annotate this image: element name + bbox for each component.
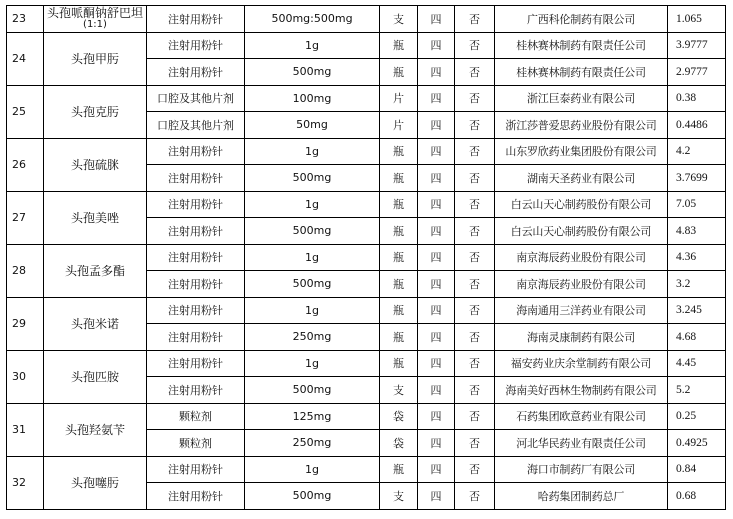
table-body [7,6,726,510]
drug-name-text: 头孢匹胺 [70,369,119,384]
drug-name-text: 头孢米诺 [70,316,119,331]
unit-cell: 瓶 [380,456,418,483]
unit-cell: 支 [380,377,418,404]
drug-name-text: 头孢噻肟 [70,475,119,490]
dosage-form-cell: 颗粒剂 [147,430,245,457]
drug-name-cell [44,32,147,85]
category-cell: 四 [418,483,455,510]
specification-cell: 250mg [245,430,380,457]
category-cell: 四 [418,218,455,245]
specification-cell: 500mg [245,59,380,86]
category-cell: 四 [418,324,455,351]
manufacturer-cell: 海南美好西林生物制药有限公司 [495,377,668,404]
flag-cell: 否 [455,191,495,218]
manufacturer-cell: 桂林赛林制药有限责任公司 [495,32,668,59]
manufacturer-cell: 海南通用三洋药业有限公司 [495,297,668,324]
dosage-form-cell: 注射用粉针 [147,244,245,271]
dosage-form-cell: 注射用粉针 [147,165,245,192]
specification-cell: 100mg [245,85,380,112]
category-cell: 四 [418,112,455,139]
specification-cell: 1g [245,191,380,218]
unit-cell: 瓶 [380,218,418,245]
manufacturer-cell: 浙江巨泰药业有限公司 [495,85,668,112]
manufacturer-cell: 海南灵康制药有限公司 [495,324,668,351]
flag-cell: 否 [455,403,495,430]
manufacturer-cell: 广西科伦制药有限公司 [495,6,668,33]
serial-number-cell: 23 [7,6,44,33]
dosage-form-cell: 注射用粉针 [147,59,245,86]
price-cell: 3.245 [668,297,726,324]
specification-cell: 500mg [245,483,380,510]
dosage-form-cell: 注射用粉针 [147,32,245,59]
drug-name-cell [44,403,147,456]
price-cell: 4.2 [668,138,726,165]
unit-cell: 瓶 [380,244,418,271]
serial-number-cell: 25 [7,85,44,138]
price-cell: 0.38 [668,85,726,112]
drug-name-text: 头孢哌酮钠舒巴坦 [46,5,143,20]
price-cell: 4.83 [668,218,726,245]
table-row [7,6,726,33]
manufacturer-cell: 白云山天心制药股份有限公司 [495,218,668,245]
unit-cell: 瓶 [380,324,418,351]
manufacturer-cell: 南京海辰药业股份有限公司 [495,271,668,298]
table-row [7,32,726,59]
unit-cell: 片 [380,85,418,112]
category-cell: 四 [418,191,455,218]
price-cell: 0.68 [668,483,726,510]
serial-number-cell: 24 [7,32,44,85]
specification-cell: 1g [245,32,380,59]
price-cell: 3.9777 [668,32,726,59]
category-cell: 四 [418,430,455,457]
dosage-form-cell: 注射用粉针 [147,324,245,351]
manufacturer-cell: 桂林赛林制药有限责任公司 [495,59,668,86]
serial-number-cell: 31 [7,403,44,456]
dosage-form-cell: 注射用粉针 [147,350,245,377]
flag-cell: 否 [455,6,495,33]
flag-cell: 否 [455,456,495,483]
specification-cell: 250mg [245,324,380,351]
drug-name-cell [44,191,147,244]
drug-name-cell [44,350,147,403]
dosage-form-cell: 口腔及其他片剂 [147,112,245,139]
manufacturer-cell: 河北华民药业有限责任公司 [495,430,668,457]
serial-number-cell: 29 [7,297,44,350]
flag-cell: 否 [455,138,495,165]
manufacturer-cell: 石药集团欧意药业有限公司 [495,403,668,430]
dosage-form-cell: 注射用粉针 [147,138,245,165]
category-cell: 四 [418,403,455,430]
specification-cell: 1g [245,244,380,271]
flag-cell: 否 [455,324,495,351]
table-row [7,244,726,271]
price-cell: 4.68 [668,324,726,351]
category-cell: 四 [418,271,455,298]
unit-cell: 袋 [380,430,418,457]
price-cell: 7.05 [668,191,726,218]
flag-cell: 否 [455,350,495,377]
unit-cell: 瓶 [380,138,418,165]
serial-number-cell: 27 [7,191,44,244]
unit-cell: 支 [380,483,418,510]
flag-cell: 否 [455,165,495,192]
category-cell: 四 [418,85,455,112]
category-cell: 四 [418,297,455,324]
manufacturer-cell: 海口市制药厂有限公司 [495,456,668,483]
specification-cell: 500mg [245,165,380,192]
category-cell: 四 [418,59,455,86]
manufacturer-cell: 白云山天心制药股份有限公司 [495,191,668,218]
category-cell: 四 [418,244,455,271]
serial-number-cell: 28 [7,244,44,297]
flag-cell: 否 [455,297,495,324]
price-cell: 0.4486 [668,112,726,139]
flag-cell: 否 [455,32,495,59]
drug-name-cell [44,6,147,33]
drug-name-text: (1:1) [83,18,107,30]
flag-cell: 否 [455,271,495,298]
flag-cell: 否 [455,218,495,245]
manufacturer-cell: 湖南天圣药业有限公司 [495,165,668,192]
flag-cell: 否 [455,112,495,139]
serial-number-cell: 26 [7,138,44,191]
specification-cell: 500mg [245,218,380,245]
drug-name-cell [44,297,147,350]
drug-name-cell [44,85,147,138]
table-row [7,191,726,218]
table-row [7,350,726,377]
unit-cell: 瓶 [380,59,418,86]
drug-name-cell [44,456,147,509]
unit-cell: 瓶 [380,32,418,59]
specification-cell: 1g [245,350,380,377]
manufacturer-cell: 山东罗欣药业集团股份有限公司 [495,138,668,165]
drug-name-cell [44,244,147,297]
unit-cell: 瓶 [380,297,418,324]
price-cell: 5.2 [668,377,726,404]
unit-cell: 瓶 [380,165,418,192]
price-cell: 3.7699 [668,165,726,192]
unit-cell: 瓶 [380,191,418,218]
flag-cell: 否 [455,377,495,404]
flag-cell: 否 [455,430,495,457]
price-cell: 0.84 [668,456,726,483]
flag-cell: 否 [455,483,495,510]
dosage-form-cell: 注射用粉针 [147,271,245,298]
category-cell: 四 [418,138,455,165]
flag-cell: 否 [455,244,495,271]
table-row [7,456,726,483]
specification-cell: 1g [245,138,380,165]
serial-number-cell: 32 [7,456,44,509]
price-cell: 2.9777 [668,59,726,86]
table-row [7,403,726,430]
category-cell: 四 [418,350,455,377]
drug-name-text: 头孢美唑 [70,210,119,225]
drug-name-cell [44,138,147,191]
manufacturer-cell: 南京海辰药业股份有限公司 [495,244,668,271]
serial-number-cell: 30 [7,350,44,403]
drug-name-text: 头孢羟氨苄 [64,422,125,437]
table-row [7,138,726,165]
dosage-form-cell: 注射用粉针 [147,191,245,218]
table-row [7,297,726,324]
drug-name-text: 头孢孟多酯 [64,263,125,278]
table-row [7,85,726,112]
unit-cell: 片 [380,112,418,139]
manufacturer-cell: 福安药业庆余堂制药有限公司 [495,350,668,377]
dosage-form-cell: 注射用粉针 [147,377,245,404]
specification-cell: 1g [245,297,380,324]
manufacturer-cell: 浙江莎普爱思药业股份有限公司 [495,112,668,139]
price-cell: 4.45 [668,350,726,377]
dosage-form-cell: 注射用粉针 [147,6,245,33]
price-cell: 4.36 [668,244,726,271]
dosage-form-cell: 注射用粉针 [147,218,245,245]
category-cell: 四 [418,6,455,33]
manufacturer-cell: 哈药集团制药总厂 [495,483,668,510]
specification-cell: 125mg [245,403,380,430]
unit-cell: 瓶 [380,350,418,377]
category-cell: 四 [418,456,455,483]
drug-price-table [6,5,726,510]
category-cell: 四 [418,377,455,404]
dosage-form-cell: 口腔及其他片剂 [147,85,245,112]
specification-cell: 50mg [245,112,380,139]
unit-cell: 瓶 [380,271,418,298]
specification-cell: 500mg [245,271,380,298]
dosage-form-cell: 注射用粉针 [147,456,245,483]
price-cell: 0.4925 [668,430,726,457]
category-cell: 四 [418,165,455,192]
drug-name-text: 头孢克肟 [70,104,119,119]
flag-cell: 否 [455,59,495,86]
unit-cell: 支 [380,6,418,33]
dosage-form-cell: 注射用粉针 [147,297,245,324]
flag-cell: 否 [455,85,495,112]
dosage-form-cell: 颗粒剂 [147,403,245,430]
unit-cell: 袋 [380,403,418,430]
dosage-form-cell: 注射用粉针 [147,483,245,510]
specification-cell: 500mg [245,377,380,404]
price-cell: 1.065 [668,6,726,33]
drug-name-text: 头孢硫脒 [70,157,119,172]
drug-name-text: 头孢甲肟 [70,51,119,66]
specification-cell: 1g [245,456,380,483]
category-cell: 四 [418,32,455,59]
price-cell: 3.2 [668,271,726,298]
specification-cell: 500mg:500mg [245,6,380,33]
price-cell: 0.25 [668,403,726,430]
